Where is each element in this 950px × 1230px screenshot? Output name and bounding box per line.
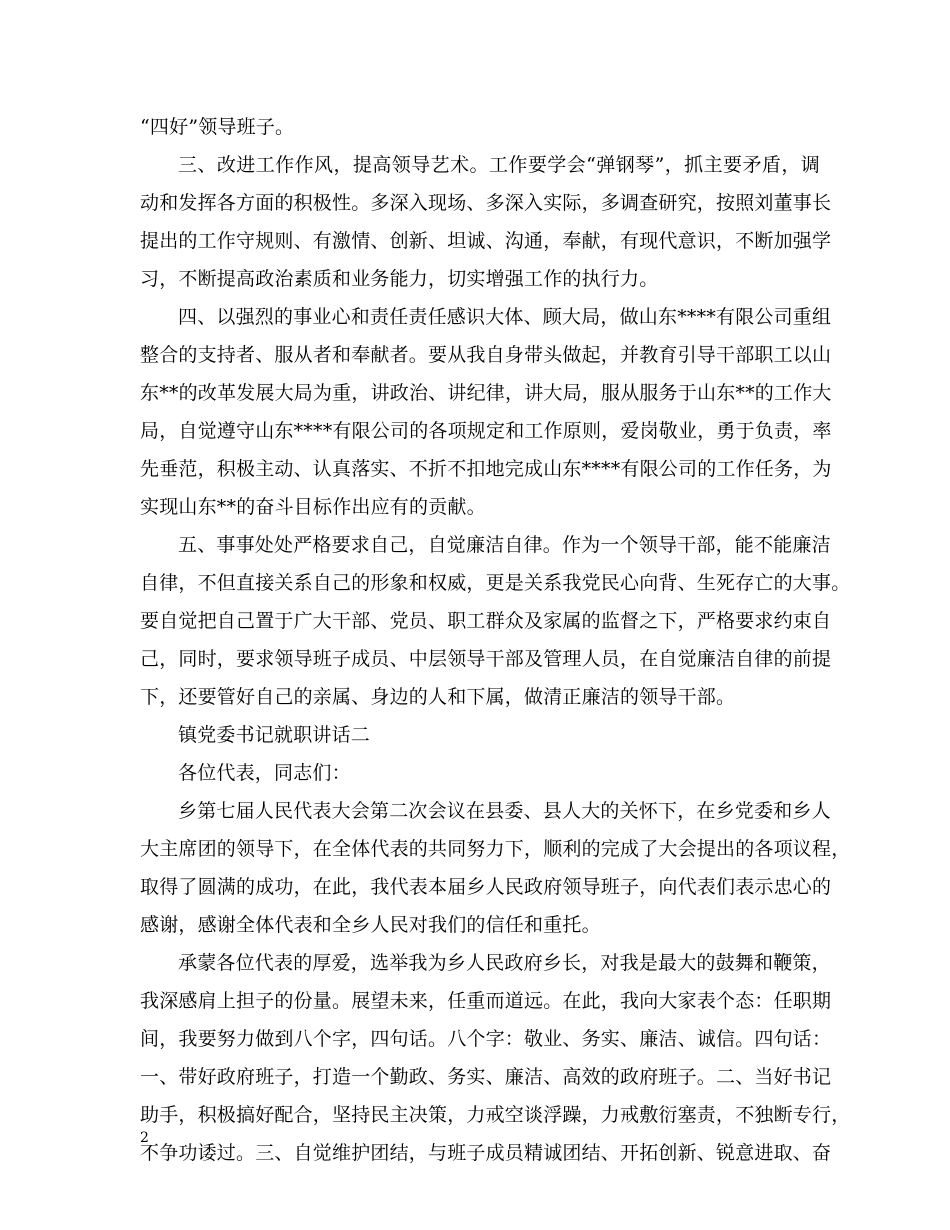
text-line: 五、事事处处严格要求自己，自觉廉洁自律。作为一个领导干部，能不能廉洁 (178, 534, 831, 556)
text-line: 东**的改革发展大局为重，讲政治、讲纪律，讲大局，服从服务于山东**的工作大 (140, 382, 832, 404)
document-body (140, 108, 851, 1172)
text-line: 提出的工作守规则、有激情、创新、坦诚、沟通，奉献，有现代意识，不断加强学 (140, 230, 832, 252)
text-line: 各位代表，同志们： (178, 762, 351, 784)
text-line: 四、以强烈的事业心和责任责任感识大体、顾大局，做山东****有限公司重组 (178, 306, 832, 328)
text-line: 我深感肩上担子的份量。展望未来，任重而道远。在此，我向大家表个态：任职期 (140, 990, 832, 1012)
text-line: 乡第七届人民代表大会第二次会议在县委、县人大的关怀下，在乡党委和乡人 (178, 800, 831, 822)
text-line: 动和发挥各方面的积极性。多深入现场、多深入实际，多调查研究，按照刘董事长 (140, 192, 832, 214)
text-line: 局，自觉遵守山东****有限公司的各项规定和工作原则，爱岗敬业，勇于负责，率 (140, 420, 832, 442)
page-number: 2 (140, 1130, 149, 1146)
text-line: 镇党委书记就职讲话二 (178, 724, 371, 746)
text-line: 一、带好政府班子，打造一个勤政、务实、廉洁、高效的政府班子。二、当好书记 (140, 1066, 832, 1088)
text-line: 己，同时，要求领导班子成员、中层领导干部及管理人员，在自觉廉洁自律的前提 (140, 648, 832, 670)
text-line: 自律，不但直接关系自己的形象和权威，更是关系我党民心向背、生死存亡的大事。 (140, 572, 851, 594)
text-line: 先垂范，积极主动、认真落实、不折不扣地完成山东****有限公司的工作任务，为 (140, 458, 832, 480)
text-line: 承蒙各位代表的厚爱，选举我为乡人民政府乡长，对我是最大的鼓舞和鞭策， (178, 952, 831, 974)
text-line: 取得了圆满的成功，在此，我代表本届乡人民政府领导班子，向代表们表示忠心的 (140, 876, 832, 898)
text-line: 助手，积极搞好配合，坚持民主决策，力戒空谈浮躁，力戒敷衍塞责，不独断专行， (140, 1104, 851, 1126)
text-line: 下，还要管好自己的亲属、身边的人和下属，做清正廉洁的领导干部。 (140, 686, 736, 708)
text-line: 不争功诿过。三、自觉维护团结，与班子成员精诚团结、开拓创新、锐意进取、奋 (140, 1142, 832, 1164)
text-line: “四好”领导班子。 (140, 116, 295, 138)
text-line: 实现山东**的奋斗目标作出应有的贡献。 (140, 496, 486, 518)
text-line: 要自觉把自己置于广大干部、党员、职工群众及家属的监督之下，严格要求约束自 (140, 610, 832, 632)
text-line: 间，我要努力做到八个字，四句话。八个字：敬业、务实、廉洁、诚信。四句话： (140, 1028, 832, 1050)
text-line: 三、改进工作作风，提高领导艺术。工作要学会“弹钢琴”，抓主要矛盾，调 (178, 154, 820, 176)
text-line: 整合的支持者、服从者和奉献者。要从我自身带头做起，并教育引导干部职工以山 (140, 344, 832, 366)
text-line: 大主席团的领导下，在全体代表的共同努力下，顺利的完成了大会提出的各项议程， (140, 838, 851, 860)
text-line: 感谢，感谢全体代表和全乡人民对我们的信任和重托。 (140, 914, 601, 936)
text-line: 习，不断提高政治素质和业务能力，切实增强工作的执行力。 (140, 268, 659, 290)
